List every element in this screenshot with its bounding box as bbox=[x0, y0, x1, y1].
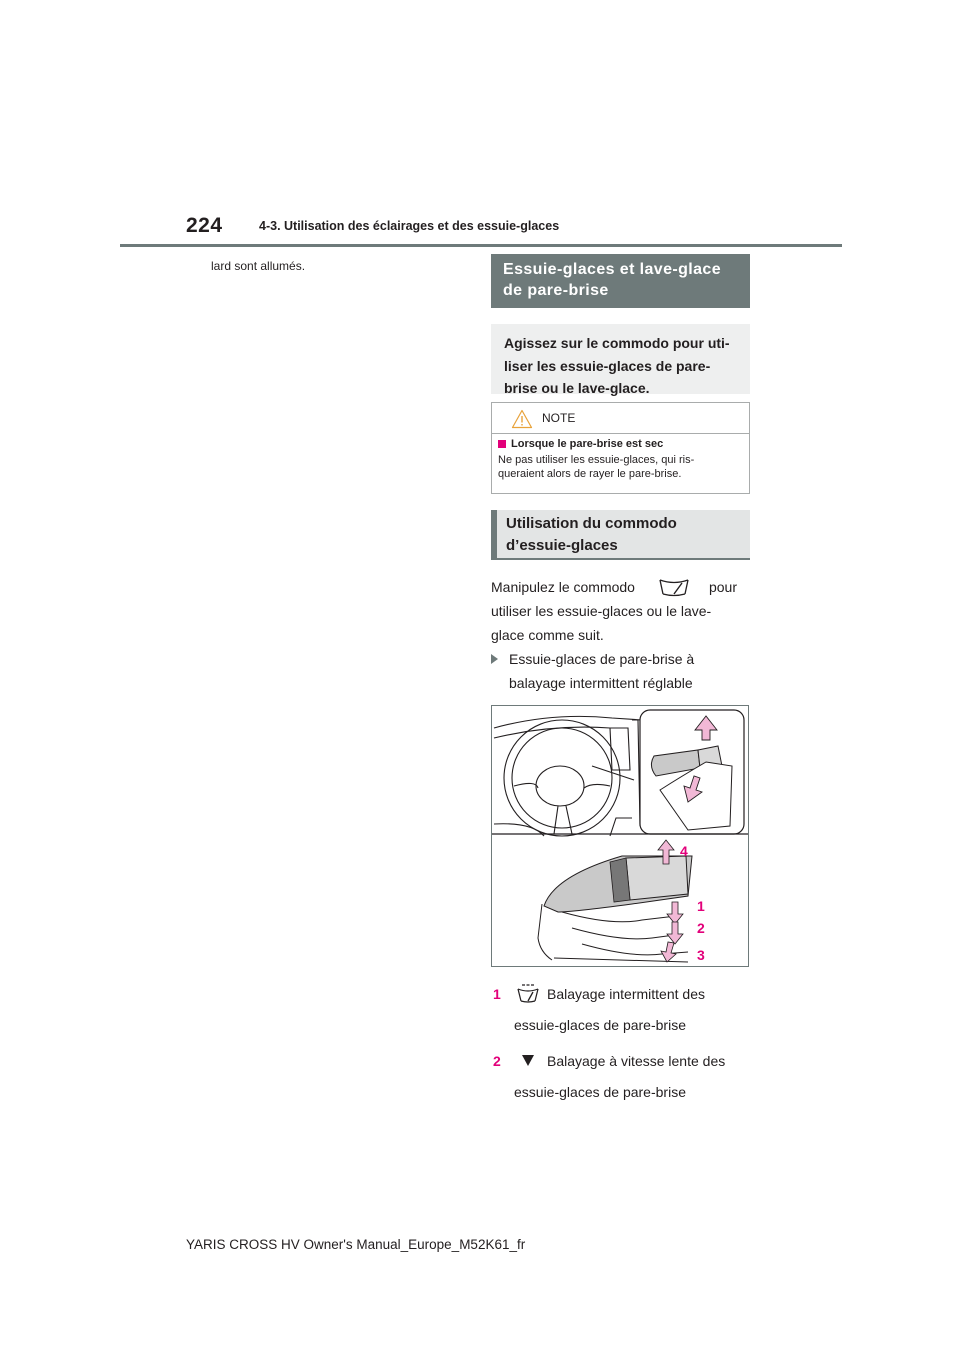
paragraph-line: glace comme suit. bbox=[491, 627, 604, 643]
summary-line: Agissez sur le commodo pour uti- bbox=[504, 335, 730, 351]
summary-line: brise ou le lave-glace. bbox=[504, 380, 650, 396]
left-column-text: lard sont allumés. bbox=[211, 259, 306, 273]
page-number: 224 bbox=[186, 214, 223, 237]
item-line: essuie-glaces de pare-brise bbox=[514, 1017, 686, 1033]
list-item bbox=[491, 1049, 750, 1104]
paragraph-line bbox=[491, 575, 750, 599]
note-box bbox=[491, 402, 750, 494]
bullet-line: balayage intermittent réglable bbox=[509, 675, 693, 691]
wiper-intermittent-icon bbox=[516, 984, 540, 1004]
note-body bbox=[492, 434, 749, 481]
note-text-line: Ne pas utiliser les essuie-glaces, qui ris- bbox=[498, 454, 695, 466]
note-header bbox=[492, 403, 749, 434]
list-item bbox=[491, 982, 750, 1037]
note-subtitle bbox=[498, 438, 743, 450]
subsection-heading-line: Utilisation du commodo bbox=[506, 515, 677, 532]
paragraph-text: pour bbox=[708, 579, 737, 595]
subsection-heading-line: d’essuie-glaces bbox=[506, 536, 618, 554]
note-subtitle-text: Lorsque le pare-brise est sec bbox=[511, 438, 664, 450]
warning-icon bbox=[511, 409, 533, 429]
wiper-lever-illustration bbox=[491, 705, 749, 967]
note-label: NOTE bbox=[542, 411, 576, 425]
square-bullet-icon bbox=[498, 440, 506, 448]
summary-line: liser les essuie-glaces de pare- bbox=[504, 357, 711, 374]
note-text bbox=[498, 453, 743, 481]
note-text-line: queraient alors de rayer le pare-brise. bbox=[498, 468, 682, 480]
summary-box bbox=[491, 324, 750, 394]
section-title: 4-3. Utilisation des éclairages et des essuie-glaces bbox=[259, 219, 560, 233]
item-line: essuie-glaces de pare-brise bbox=[514, 1084, 686, 1100]
footer-text: YARIS CROSS HV Owner's Manual_Europe_M52K61_fr bbox=[186, 1237, 526, 1252]
bullet-arrow-icon bbox=[491, 654, 498, 664]
callout-label: 1 bbox=[697, 898, 705, 914]
subsection-heading bbox=[491, 510, 750, 560]
wiper-icon bbox=[657, 576, 691, 598]
bullet-line: Essuie-glaces de pare-brise à bbox=[509, 651, 695, 667]
callout-label: 3 bbox=[697, 947, 705, 963]
triangle-down-icon bbox=[516, 1051, 540, 1071]
paragraph-text: Manipulez le commodo bbox=[491, 579, 635, 595]
callout-label: 4 bbox=[680, 843, 688, 859]
item-number: 1 bbox=[493, 986, 501, 1002]
instruction-paragraph bbox=[491, 575, 750, 647]
heading-line: Essuie-glaces et lave-glace bbox=[503, 261, 722, 278]
item-line: Balayage à vitesse lente des bbox=[547, 1053, 726, 1069]
item-number: 2 bbox=[493, 1053, 501, 1069]
section-heading-banner bbox=[491, 254, 750, 308]
header-divider bbox=[120, 244, 842, 247]
paragraph-line: utiliser les essuie-glaces ou le lave- bbox=[491, 603, 712, 619]
callout-label: 2 bbox=[697, 920, 705, 936]
heading-line: de pare-brise bbox=[503, 282, 609, 299]
illustration-svg bbox=[492, 706, 749, 967]
bullet-item bbox=[491, 647, 750, 695]
item-line: Balayage intermittent des bbox=[547, 986, 705, 1002]
lever-closeup-drawing bbox=[538, 840, 692, 962]
